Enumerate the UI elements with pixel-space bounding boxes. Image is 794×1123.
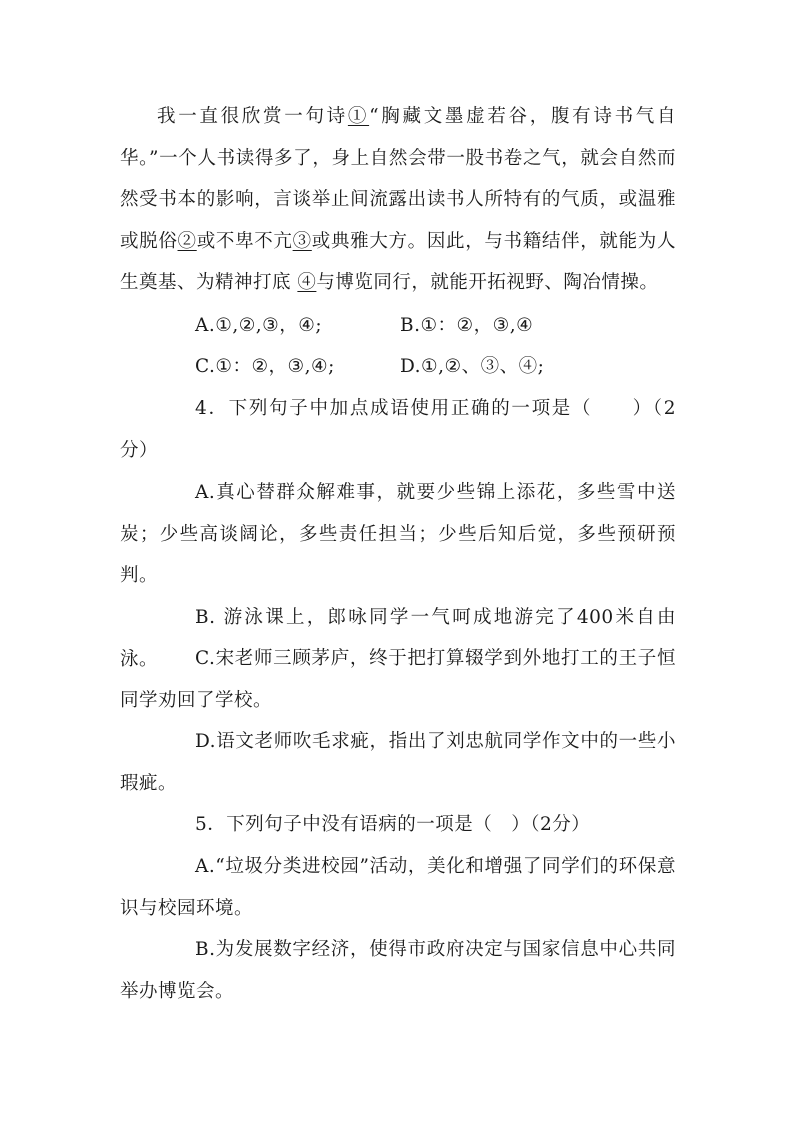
q3-option-b: B.①：②，③,④: [400, 315, 534, 336]
q3-options-row-2: [195, 346, 545, 388]
q3-option-d: D.①,②、③、④;: [400, 356, 545, 377]
q5-option-b: B.为发展数字经济，使得市政府决定与国家信息中心共同举办博览会。: [120, 939, 676, 1002]
blank-mark-3: ③: [292, 230, 312, 252]
blank-mark-2: ②: [177, 230, 197, 252]
q5-option-a: A.“垃圾分类进校园”活动，美化和增强了同学们的环保意识与校园环境。: [120, 856, 676, 919]
q3-option-c: C.①：②，③,④;: [195, 356, 335, 377]
q4-option-a: A.真心替群众解难事，就要少些锦上添花，多些雪中送炭；少些高谈阔论，多些责任担当；少些后知后觉，多些预研预判。: [120, 482, 676, 586]
blank-mark-4: ④: [297, 272, 317, 293]
q4-option-d: D.语文老师吹毛求疵，指出了刘忠航同学作文中的一些小瑕疵。: [120, 731, 676, 794]
passage-paragraph: [120, 96, 676, 304]
q3-options-row-1: [195, 305, 534, 347]
q4-stem: 4．下列句子中加点成语使用正确的一项是（ ）（2分）: [120, 398, 676, 461]
passage-text-3: 或不卑不亢: [196, 230, 293, 252]
passage-text-4: 或典雅大方。因此，与书籍结伴，就能为人生奠基、为精神打底: [120, 230, 676, 293]
q5-stem: 5．下列句子中没有语病的一项是（ ）（2分）: [195, 814, 591, 835]
passage-text-5: 与博览同行，就能开拓视野、陶冶情操。: [316, 272, 659, 293]
passage-text-2: “胸藏文墨虚若谷，腹有诗书气自华。”一个人书读得多了，身上自然会带一股书卷之气，就会自然而然受书本的影响，言谈举止间流露出读书人所特有的气质，或温雅或脱俗: [120, 106, 676, 252]
q4-option-c: C.宋老师三顾茅庐，终于把打算辍学到外地打工的王子恒同学劝回了学校。: [120, 648, 676, 711]
passage-text-1: 我一直很欣赏一句诗: [157, 106, 348, 127]
q4-option-b: B. 游泳课上，郎咏同学一气呵成地游完了400米自由泳。: [120, 607, 676, 670]
blank-mark-1: ①: [347, 106, 370, 127]
q3-option-a: A.①,②,③，④;: [195, 315, 323, 336]
